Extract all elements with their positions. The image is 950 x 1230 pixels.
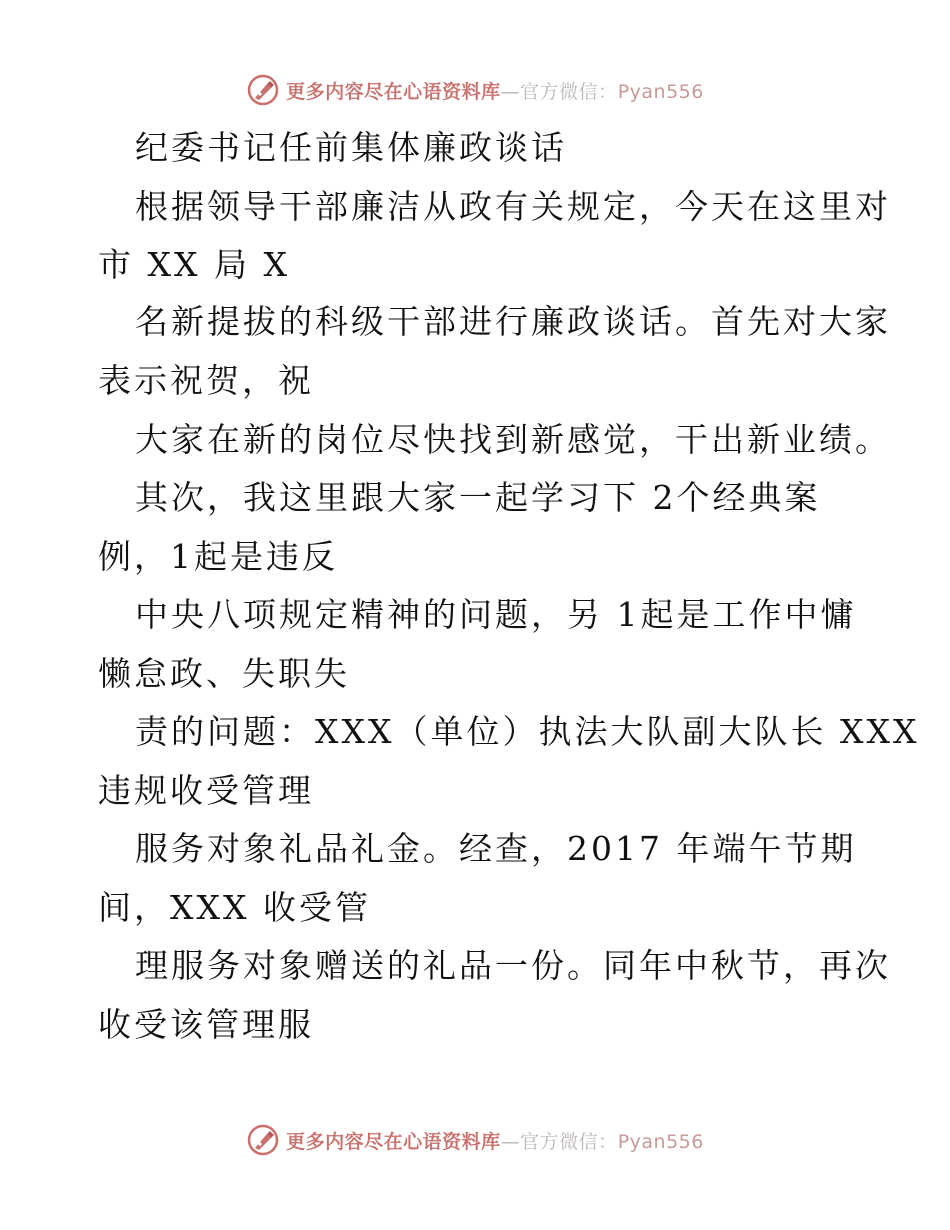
paragraph-line: 懒怠政、失职失 xyxy=(98,654,350,693)
footer-banner-text: 更多内容尽在心语资料库—官方微信：Pyan556 xyxy=(286,1130,704,1153)
document-title: 纪委书记任前集体廉政谈话 xyxy=(135,128,567,167)
header-banner-text: 更多内容尽在心语资料库—官方微信：Pyan556 xyxy=(286,80,704,103)
paragraph-line: 服务对象礼品礼金。经查，2017 年端午节期 xyxy=(135,829,857,868)
paragraph-line: 大家在新的岗位尽快找到新感觉，干出新业绩。 xyxy=(135,420,891,459)
paragraph-line: 其次，我这里跟大家一起学习下 2个经典案 xyxy=(135,478,821,517)
pen-nib-logo-icon xyxy=(246,1123,280,1157)
paragraph-line: 收受该管理服 xyxy=(98,1005,314,1044)
paragraph-line: 表示祝贺，祝 xyxy=(98,361,314,400)
paragraph-line: 理服务对象赠送的礼品一份。同年中秋节，再次 xyxy=(135,946,891,985)
paragraph-line: 根据领导干部廉洁从政有关规定，今天在这里对 xyxy=(135,187,891,226)
paragraph-line: 违规收受管理 xyxy=(98,771,314,810)
paragraph-line: 例，1起是违反 xyxy=(98,537,338,576)
paragraph-line: 市 XX 局 X xyxy=(98,245,290,284)
paragraph-line: 间，XXX 收受管 xyxy=(98,888,371,927)
paragraph-line: 中央八项规定精神的问题，另 1起是工作中慵 xyxy=(135,595,857,634)
paragraph-line: 名新提拔的科级干部进行廉政谈话。首先对大家 xyxy=(135,302,891,341)
pen-nib-logo-icon xyxy=(246,73,280,107)
header-banner xyxy=(0,70,950,110)
footer-banner xyxy=(0,1120,950,1160)
paragraph-line: 责的问题：XXX（单位）执法大队副大队长 XXX xyxy=(135,712,920,751)
